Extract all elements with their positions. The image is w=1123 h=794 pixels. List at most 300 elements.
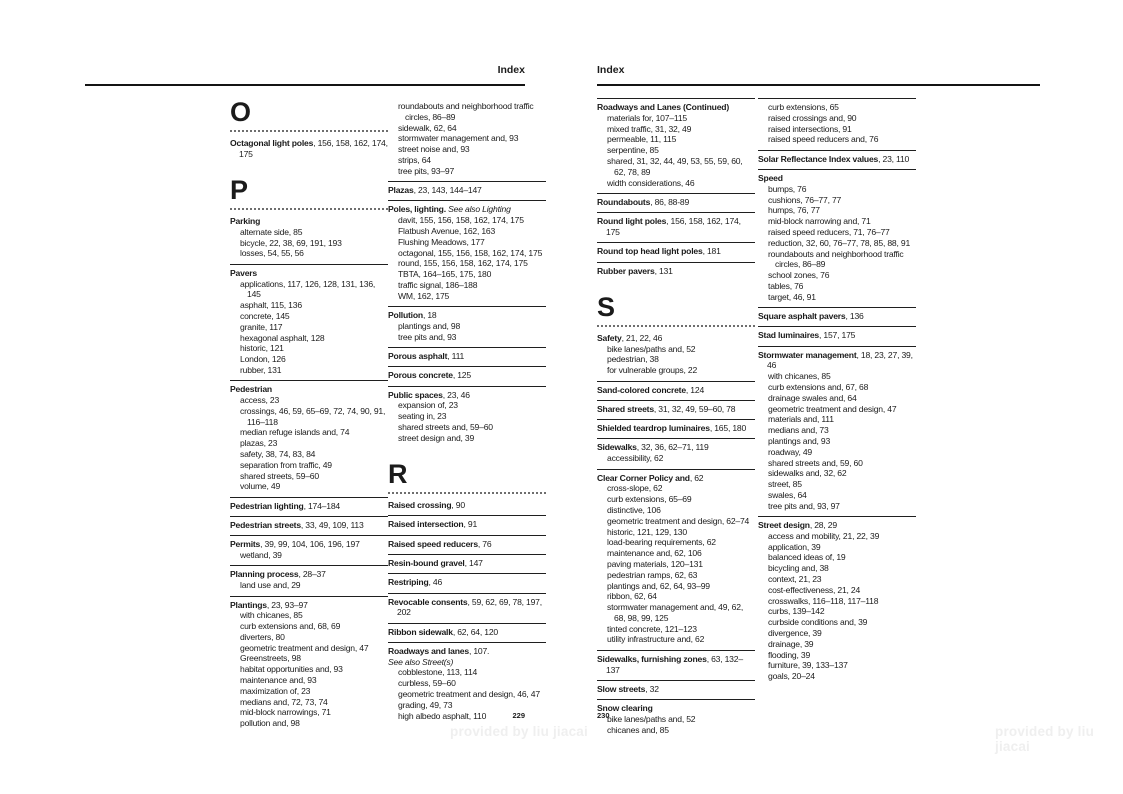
entry-pages: , 157, 175	[819, 330, 856, 341]
watermark: provided by liu jiacai	[995, 724, 1095, 754]
dotted-rule	[597, 325, 755, 327]
sub-entry: plantings and, 93	[768, 436, 831, 447]
sub-entry: divergence, 39	[768, 628, 822, 639]
sub-entry: pedestrian, 38	[607, 354, 659, 365]
index-entry	[758, 170, 916, 308]
entry-pages: , 156, 158, 162, 174, 175	[239, 138, 388, 159]
index-entry	[230, 517, 388, 536]
sub-entry: bicycling and, 38	[768, 563, 829, 574]
sub-entry: granite, 117	[240, 321, 283, 332]
sub-entry: swales, 64	[768, 490, 807, 500]
entry-term: Round light poles	[597, 216, 667, 227]
sub-entry: safety, 38, 74, 83, 84	[240, 449, 316, 460]
entry-head	[597, 654, 755, 676]
sub-entry: curbside conditions and, 39	[768, 617, 868, 628]
sub-entry: raised intersections, 91	[768, 123, 852, 134]
entry-head	[597, 197, 755, 208]
entry-term: Poles, lighting.	[388, 204, 446, 215]
entry-term: Restriping	[388, 577, 429, 588]
entry-head	[597, 703, 755, 714]
sub-entry: crossings, 46, 59, 65–69, 72, 74, 90, 91, 116–118	[240, 405, 386, 427]
sub-entry: roadway, 49	[768, 446, 812, 457]
sub-entry: cushions, 76–77, 77	[768, 194, 842, 205]
sub-entry: curb extensions, 65–69	[607, 494, 692, 505]
sub-entry: mixed traffic, 31, 32, 49	[607, 123, 692, 134]
entry-head	[597, 442, 755, 453]
sub-entry: volume, 49	[240, 481, 281, 492]
sub-entry: bicycle, 22, 38, 69, 191, 193	[240, 237, 342, 248]
entry-pages: , 18	[422, 310, 437, 321]
sub-entry: tree pits and, 93	[398, 331, 457, 342]
entry-pages: , 21, 22, 46	[621, 332, 663, 343]
entry-head	[230, 138, 388, 160]
entry-pages: , 63, 132–137	[606, 653, 743, 675]
sub-entry: cost-effectiveness, 21, 24	[768, 584, 861, 595]
index-entry	[597, 681, 755, 700]
entry-head	[597, 102, 755, 113]
index-entry	[758, 347, 916, 517]
sub-entry: pollution and, 98	[240, 718, 300, 729]
sub-entry: plantings and, 62, 64, 93–99	[607, 580, 710, 591]
entry-head	[758, 154, 916, 165]
index-entry	[388, 516, 546, 535]
index-entry	[597, 194, 755, 213]
sub-entry: with chicanes, 85	[768, 371, 831, 382]
sub-entry: raised crossings and, 90	[768, 112, 857, 123]
sub-entry: high albedo asphalt, 110	[398, 710, 487, 721]
entry-head	[758, 350, 916, 372]
entry-head	[758, 173, 916, 184]
sub-entry: strips, 64	[398, 154, 431, 165]
sub-entry: crosswalks, 116–118, 117–118	[768, 595, 879, 606]
sub-entry: flooding, 39	[768, 649, 811, 660]
entry-head	[230, 384, 388, 395]
index-entry	[597, 420, 755, 439]
index-entry	[597, 470, 755, 651]
index-entry	[388, 307, 546, 348]
entry-head	[230, 569, 388, 580]
sub-entry: bumps, 76	[768, 183, 807, 194]
sub-entry: sidewalks and, 32, 62	[768, 468, 847, 479]
entry-term: Plazas	[388, 185, 414, 196]
sub-entry: hexagonal asphalt, 128	[240, 332, 325, 343]
entry-pages: , 91	[463, 519, 478, 530]
entry-term: Street design	[758, 520, 810, 531]
section-o	[230, 97, 388, 132]
sub-entry: shared streets, 59–60	[240, 470, 319, 481]
index-entry	[388, 201, 546, 307]
index-column-left-2	[388, 98, 546, 726]
index-column-right-2	[758, 98, 916, 687]
entry-term: Sidewalks	[597, 442, 637, 453]
sub-entry: stormwater management and, 49, 62, 68, 98, 99, 125	[607, 602, 744, 623]
entry-head	[388, 646, 546, 657]
sub-entry: school zones, 76	[768, 270, 830, 281]
sub-entry: shared streets and, 59, 60	[768, 457, 863, 468]
sub-entry: raised speed reducers, 71, 76–77	[768, 226, 890, 237]
entry-head	[388, 500, 546, 511]
sub-entry: materials for, 107–115	[607, 112, 687, 123]
index-entry	[388, 594, 546, 624]
sub-entry: shared, 31, 32, 44, 49, 53, 55, 59, 60, 62, 78, 89	[607, 155, 743, 177]
sub-entry: median refuge islands and, 74	[240, 427, 350, 438]
index-entry	[230, 213, 388, 265]
index-column-right-1	[597, 98, 755, 740]
sub-entry: mid-block narrowing and, 71	[768, 216, 871, 227]
sub-entry: separation from traffic, 49	[240, 459, 332, 470]
entry-pages: , 28–37	[298, 569, 326, 580]
entry-term: Porous concrete	[388, 370, 453, 381]
page-number-right: 230	[597, 711, 610, 720]
index-entry	[597, 213, 755, 243]
entry-term: Rubber pavers	[597, 265, 655, 276]
entry-pages: , 125	[452, 370, 471, 381]
index-entry	[758, 327, 916, 346]
index-entry	[758, 151, 916, 170]
sub-entry: cross-slope, 62	[607, 483, 663, 494]
entry-head	[758, 311, 916, 322]
entry-pages: , 23, 110	[878, 153, 910, 164]
entry-term: Snow clearing	[597, 703, 653, 714]
index-entry	[230, 381, 388, 497]
index-entry	[388, 574, 546, 593]
entry-head	[388, 390, 546, 401]
sub-entry: drainage, 39	[768, 638, 814, 649]
sub-entry: rubber, 131	[240, 364, 282, 375]
sub-entry: materials and, 111	[768, 414, 834, 425]
entry-pages: , 90	[451, 500, 465, 511]
index-entry	[230, 135, 388, 164]
sub-entry: Flushing Meadows, 177	[398, 236, 485, 247]
entry-pages: , 23, 93–97	[266, 599, 308, 610]
sub-entry: sidewalk, 62, 64	[398, 122, 457, 133]
sub-entry: furniture, 39, 133–137	[768, 660, 848, 671]
entry-head	[388, 577, 546, 588]
index-entry	[230, 566, 388, 596]
sub-entry: target, 46, 91	[768, 291, 816, 302]
sub-entry: paving materials, 120–131	[607, 558, 703, 569]
index-entry	[230, 536, 388, 566]
entry-pages: , 86, 88-89	[650, 196, 690, 207]
entry-term: Plantings	[230, 599, 267, 610]
sub-entry: applications, 117, 126, 128, 131, 136, 145	[240, 278, 376, 300]
sub-entry: davit, 155, 156, 158, 162, 174, 175	[398, 215, 524, 226]
entry-term: Public spaces	[388, 389, 443, 400]
sub-entry: permeable, 11, 115	[607, 134, 677, 145]
entry-head	[597, 246, 755, 257]
entry-term: Roadways and lanes	[388, 645, 469, 656]
sub-entry: stormwater management and, 93	[398, 133, 519, 144]
index-entry	[597, 243, 755, 262]
sub-entry: habitat opportunities and, 93	[240, 664, 343, 675]
entry-pages: , 18, 23, 27, 39, 46	[767, 349, 913, 371]
index-entry	[597, 700, 755, 740]
entry-head	[597, 684, 755, 695]
entry-head	[388, 351, 546, 362]
entry-head	[597, 333, 755, 344]
entry-term: Planning process	[230, 569, 299, 580]
sub-entry: Flatbush Avenue, 162, 163	[398, 225, 496, 236]
entry-term: Stad luminaires	[758, 330, 819, 341]
sub-entry: context, 21, 23	[768, 574, 822, 585]
section-r	[388, 459, 546, 494]
entry-head	[388, 597, 546, 619]
index-entry-continued	[758, 98, 916, 151]
sub-entry: expansion of, 23	[398, 400, 458, 411]
sub-entry: curb extensions and, 67, 68	[768, 382, 869, 393]
sub-entry: curbs, 139–142	[768, 606, 825, 617]
entry-head	[230, 268, 388, 279]
sub-entry: street, 85	[768, 479, 802, 490]
entry-term: Shared streets	[597, 403, 654, 414]
entry-head	[230, 539, 388, 550]
entry-pages: , 62, 64, 120	[452, 626, 498, 637]
sub-entry: grading, 49, 73	[398, 699, 453, 710]
sub-entry: curbless, 59–60	[398, 678, 456, 689]
entry-head	[388, 539, 546, 550]
sub-entry: chicanes and, 85	[607, 724, 669, 735]
entry-term: Slow streets	[597, 683, 646, 694]
entry-term: Ribbon sidewalk	[388, 626, 453, 637]
sub-entry: medians and, 73	[768, 425, 829, 436]
sub-entry: with chicanes, 85	[240, 610, 303, 621]
entry-term: Octagonal light poles	[230, 138, 314, 148]
sub-entry: geometric treatment and design, 47	[240, 642, 369, 653]
entry-pages: , 59, 62, 69, 78, 197, 202	[397, 596, 542, 618]
entry-pages: , 62	[689, 472, 704, 483]
entry-head	[388, 204, 546, 215]
index-entry	[597, 401, 755, 420]
entry-term: Raised speed reducers	[388, 538, 478, 549]
dotted-rule	[230, 208, 388, 210]
entry-pages: , 107.	[468, 645, 490, 656]
entry-term: Porous asphalt	[388, 350, 448, 361]
entry-term: Revocable consents	[388, 596, 468, 607]
see-also-note: See also Street(s)	[388, 656, 454, 667]
entry-term: Speed	[758, 172, 783, 183]
entry-head	[388, 558, 546, 569]
sub-entry: for vulnerable groups, 22	[607, 365, 698, 376]
page-header-right: Index	[597, 64, 1040, 86]
entry-head	[388, 519, 546, 530]
section-letter: R	[388, 459, 407, 490]
entry-pages: , 76	[477, 538, 492, 549]
index-entry	[597, 263, 755, 281]
sub-entry: cobblestone, 113, 114	[398, 667, 478, 678]
sub-entry: alternate side, 85	[240, 226, 303, 237]
index-column-left-1	[230, 98, 388, 734]
index-entry	[758, 308, 916, 327]
entry-term: Round top head light poles	[597, 246, 703, 257]
section-letter: O	[230, 97, 251, 127]
entry-head	[597, 404, 755, 415]
entry-term: Raised crossing	[388, 500, 452, 511]
section-letter: P	[230, 175, 248, 206]
entry-pages: , 156, 158, 162, 174, 175	[606, 216, 741, 237]
sub-entry: street design and, 39	[398, 432, 475, 443]
entry-head	[758, 330, 916, 341]
index-entry	[388, 624, 546, 643]
sub-entry: maintenance and, 93	[240, 675, 317, 686]
entry-pages: , 23, 46	[442, 389, 470, 400]
sub-entry: tree pits and, 93, 97	[768, 500, 840, 511]
sub-entry: tinted concrete, 121–123	[607, 623, 697, 634]
sub-entry: traffic signal, 186–188	[398, 279, 478, 290]
entry-pages: , 174–184	[303, 500, 340, 511]
watermark: provided by liu jiacai	[450, 724, 588, 739]
entry-pages: , 23, 143, 144–147	[413, 185, 482, 196]
sub-entry: width considerations, 46	[607, 177, 695, 188]
entry-head	[388, 185, 546, 196]
sub-entry: ribbon, 62, 64	[607, 591, 657, 602]
entry-term: Sand-colored concrete	[597, 384, 686, 395]
index-entry	[388, 536, 546, 555]
sub-entry: historic, 121	[240, 343, 284, 354]
sub-entry: access and mobility, 21, 22, 39	[768, 530, 880, 541]
sub-entry: asphalt, 115, 136	[240, 300, 302, 311]
entry-term: Safety	[597, 332, 622, 343]
sub-entry: wetland, 39	[240, 550, 282, 561]
sub-entry: geometric treatment and design, 62–74	[607, 515, 750, 526]
sub-entry: reduction, 32, 60, 76–77, 78, 85, 88, 91	[768, 237, 911, 248]
index-entry	[597, 651, 755, 681]
entry-term: Pedestrian streets	[230, 520, 301, 531]
page-header-left: Index	[85, 64, 525, 86]
section-letter: S	[597, 291, 615, 322]
sub-entry: historic, 121, 129, 130	[607, 526, 687, 537]
entry-pages: , 147	[464, 557, 483, 568]
entry-term: Parking	[230, 216, 261, 227]
sub-entry: geometric treatment and design, 47	[768, 403, 897, 414]
sub-entry: maximization of, 23	[240, 685, 311, 696]
index-entry	[388, 182, 546, 201]
entry-head	[597, 423, 755, 434]
index-entry-continued	[388, 98, 546, 182]
entry-term: Pavers	[230, 267, 257, 278]
sub-entry: utility infrastructure and, 62	[607, 634, 705, 645]
entry-pages: , 32	[645, 683, 659, 694]
sub-entry: access, 23	[240, 395, 280, 406]
entry-head	[597, 473, 755, 484]
sub-entry: balanced ideas of, 19	[768, 552, 846, 563]
entry-head	[230, 501, 388, 512]
entry-pages: , 28, 29	[809, 520, 837, 531]
entry-term: Pedestrian	[230, 384, 272, 395]
sub-entry: pedestrian ramps, 62, 63	[607, 569, 698, 580]
dotted-rule	[388, 492, 546, 494]
index-entry	[388, 348, 546, 367]
sub-entry: raised speed reducers and, 76	[768, 134, 879, 145]
entry-term: Roadways and Lanes (Continued)	[597, 102, 729, 112]
section-p	[230, 175, 388, 210]
sub-entry: humps, 76, 77	[768, 205, 820, 216]
sub-entry: goals, 20–24	[768, 671, 815, 682]
index-entry	[597, 98, 755, 194]
entry-head	[597, 385, 755, 396]
see-also-note: See also Lighting	[445, 204, 511, 215]
entry-head	[597, 216, 755, 238]
entry-term: Sidewalks, furnishing zones	[597, 653, 707, 664]
sub-entry: street noise and, 93	[398, 144, 470, 155]
sub-entry: drainage swales and, 64	[768, 392, 857, 403]
sub-entry: medians and, 72, 73, 74	[240, 696, 328, 707]
entry-head	[758, 520, 916, 531]
sub-entry: TBTA, 164–165, 175, 180	[398, 269, 492, 280]
index-entry	[597, 439, 755, 469]
sub-entry: serpentine, 85	[607, 145, 659, 156]
sub-entry: losses, 54, 55, 56	[240, 248, 304, 259]
index-entry	[230, 265, 388, 381]
entry-term: Raised intersection	[388, 519, 464, 530]
entry-pages: , 136	[845, 311, 864, 322]
sub-entry: geometric treatment and design, 46, 47	[398, 689, 540, 700]
sub-entry: distinctive, 106	[607, 504, 661, 515]
entry-term: Square asphalt pavers	[758, 311, 846, 322]
entry-head	[388, 627, 546, 638]
sub-entry: application, 39	[768, 541, 821, 552]
entry-term: Resin-bound gravel	[388, 557, 465, 568]
sub-entry: seating in, 23	[398, 411, 447, 422]
sub-entry: maintenance and, 62, 106	[607, 548, 702, 559]
entry-term: Pollution	[388, 310, 423, 321]
entry-head	[388, 310, 546, 321]
sub-entry: octagonal, 155, 156, 158, 162, 174, 175	[398, 247, 543, 258]
entry-term: Permits	[230, 539, 261, 550]
section-s	[597, 291, 755, 327]
sub-entry: WM, 162, 175	[398, 290, 450, 301]
entry-head	[230, 216, 388, 227]
sub-entry: diverters, 80	[240, 631, 285, 642]
entry-pages: , 165, 180	[709, 423, 747, 434]
entry-pages: , 39, 99, 104, 106, 196, 197	[260, 539, 360, 550]
index-entry	[758, 517, 916, 686]
entry-term: Pedestrian lighting	[230, 500, 304, 511]
entry-pages: , 32, 36, 62–71, 119	[636, 442, 709, 453]
sub-entry: bike lanes/paths and, 52	[607, 713, 696, 724]
dotted-rule	[230, 130, 388, 132]
index-entry	[388, 497, 546, 516]
entry-pages: , 181	[702, 246, 721, 257]
index-entry	[388, 367, 546, 386]
sub-entry: roundabouts and neighborhood traffic circles, 86–89	[768, 248, 904, 270]
index-entry	[597, 330, 755, 382]
sub-entry: mid-block narrowings, 71	[240, 707, 331, 718]
sub-entry: curb extensions and, 68, 69	[240, 621, 341, 632]
sub-entry: Greenstreets, 98	[240, 653, 301, 664]
entry-pages: , 124	[685, 384, 705, 395]
sub-entry: round, 155, 156, 158, 162, 174, 175	[398, 258, 528, 269]
entry-term: Roundabouts	[597, 196, 651, 207]
sub-entry: concrete, 145	[240, 310, 290, 321]
sub-entry: shared streets and, 59–60	[398, 421, 493, 432]
entry-term: Shielded teardrop luminaires	[597, 423, 710, 434]
entry-term: Solar Reflectance Index values	[758, 153, 879, 164]
entry-pages: , 31, 32, 49, 59–60, 78	[653, 403, 736, 414]
entry-term: Stormwater management	[758, 349, 857, 360]
sub-entry: curb extensions, 65	[768, 102, 839, 112]
entry-pages: , 111	[447, 350, 465, 361]
entry-pages: , 131	[654, 265, 673, 276]
sub-entry: roundabouts and neighborhood traffic circles, 86–89	[398, 101, 534, 122]
index-entry	[388, 555, 546, 574]
entry-head	[230, 520, 388, 531]
index-entry	[597, 382, 755, 401]
sub-entry: London, 126	[240, 354, 286, 365]
entry-term: Clear Corner Policy and	[597, 472, 690, 483]
sub-entry: load-bearing requirements, 62	[607, 537, 716, 548]
page-number-left: 229	[512, 711, 525, 720]
sub-entry: land use and, 29	[240, 580, 301, 591]
